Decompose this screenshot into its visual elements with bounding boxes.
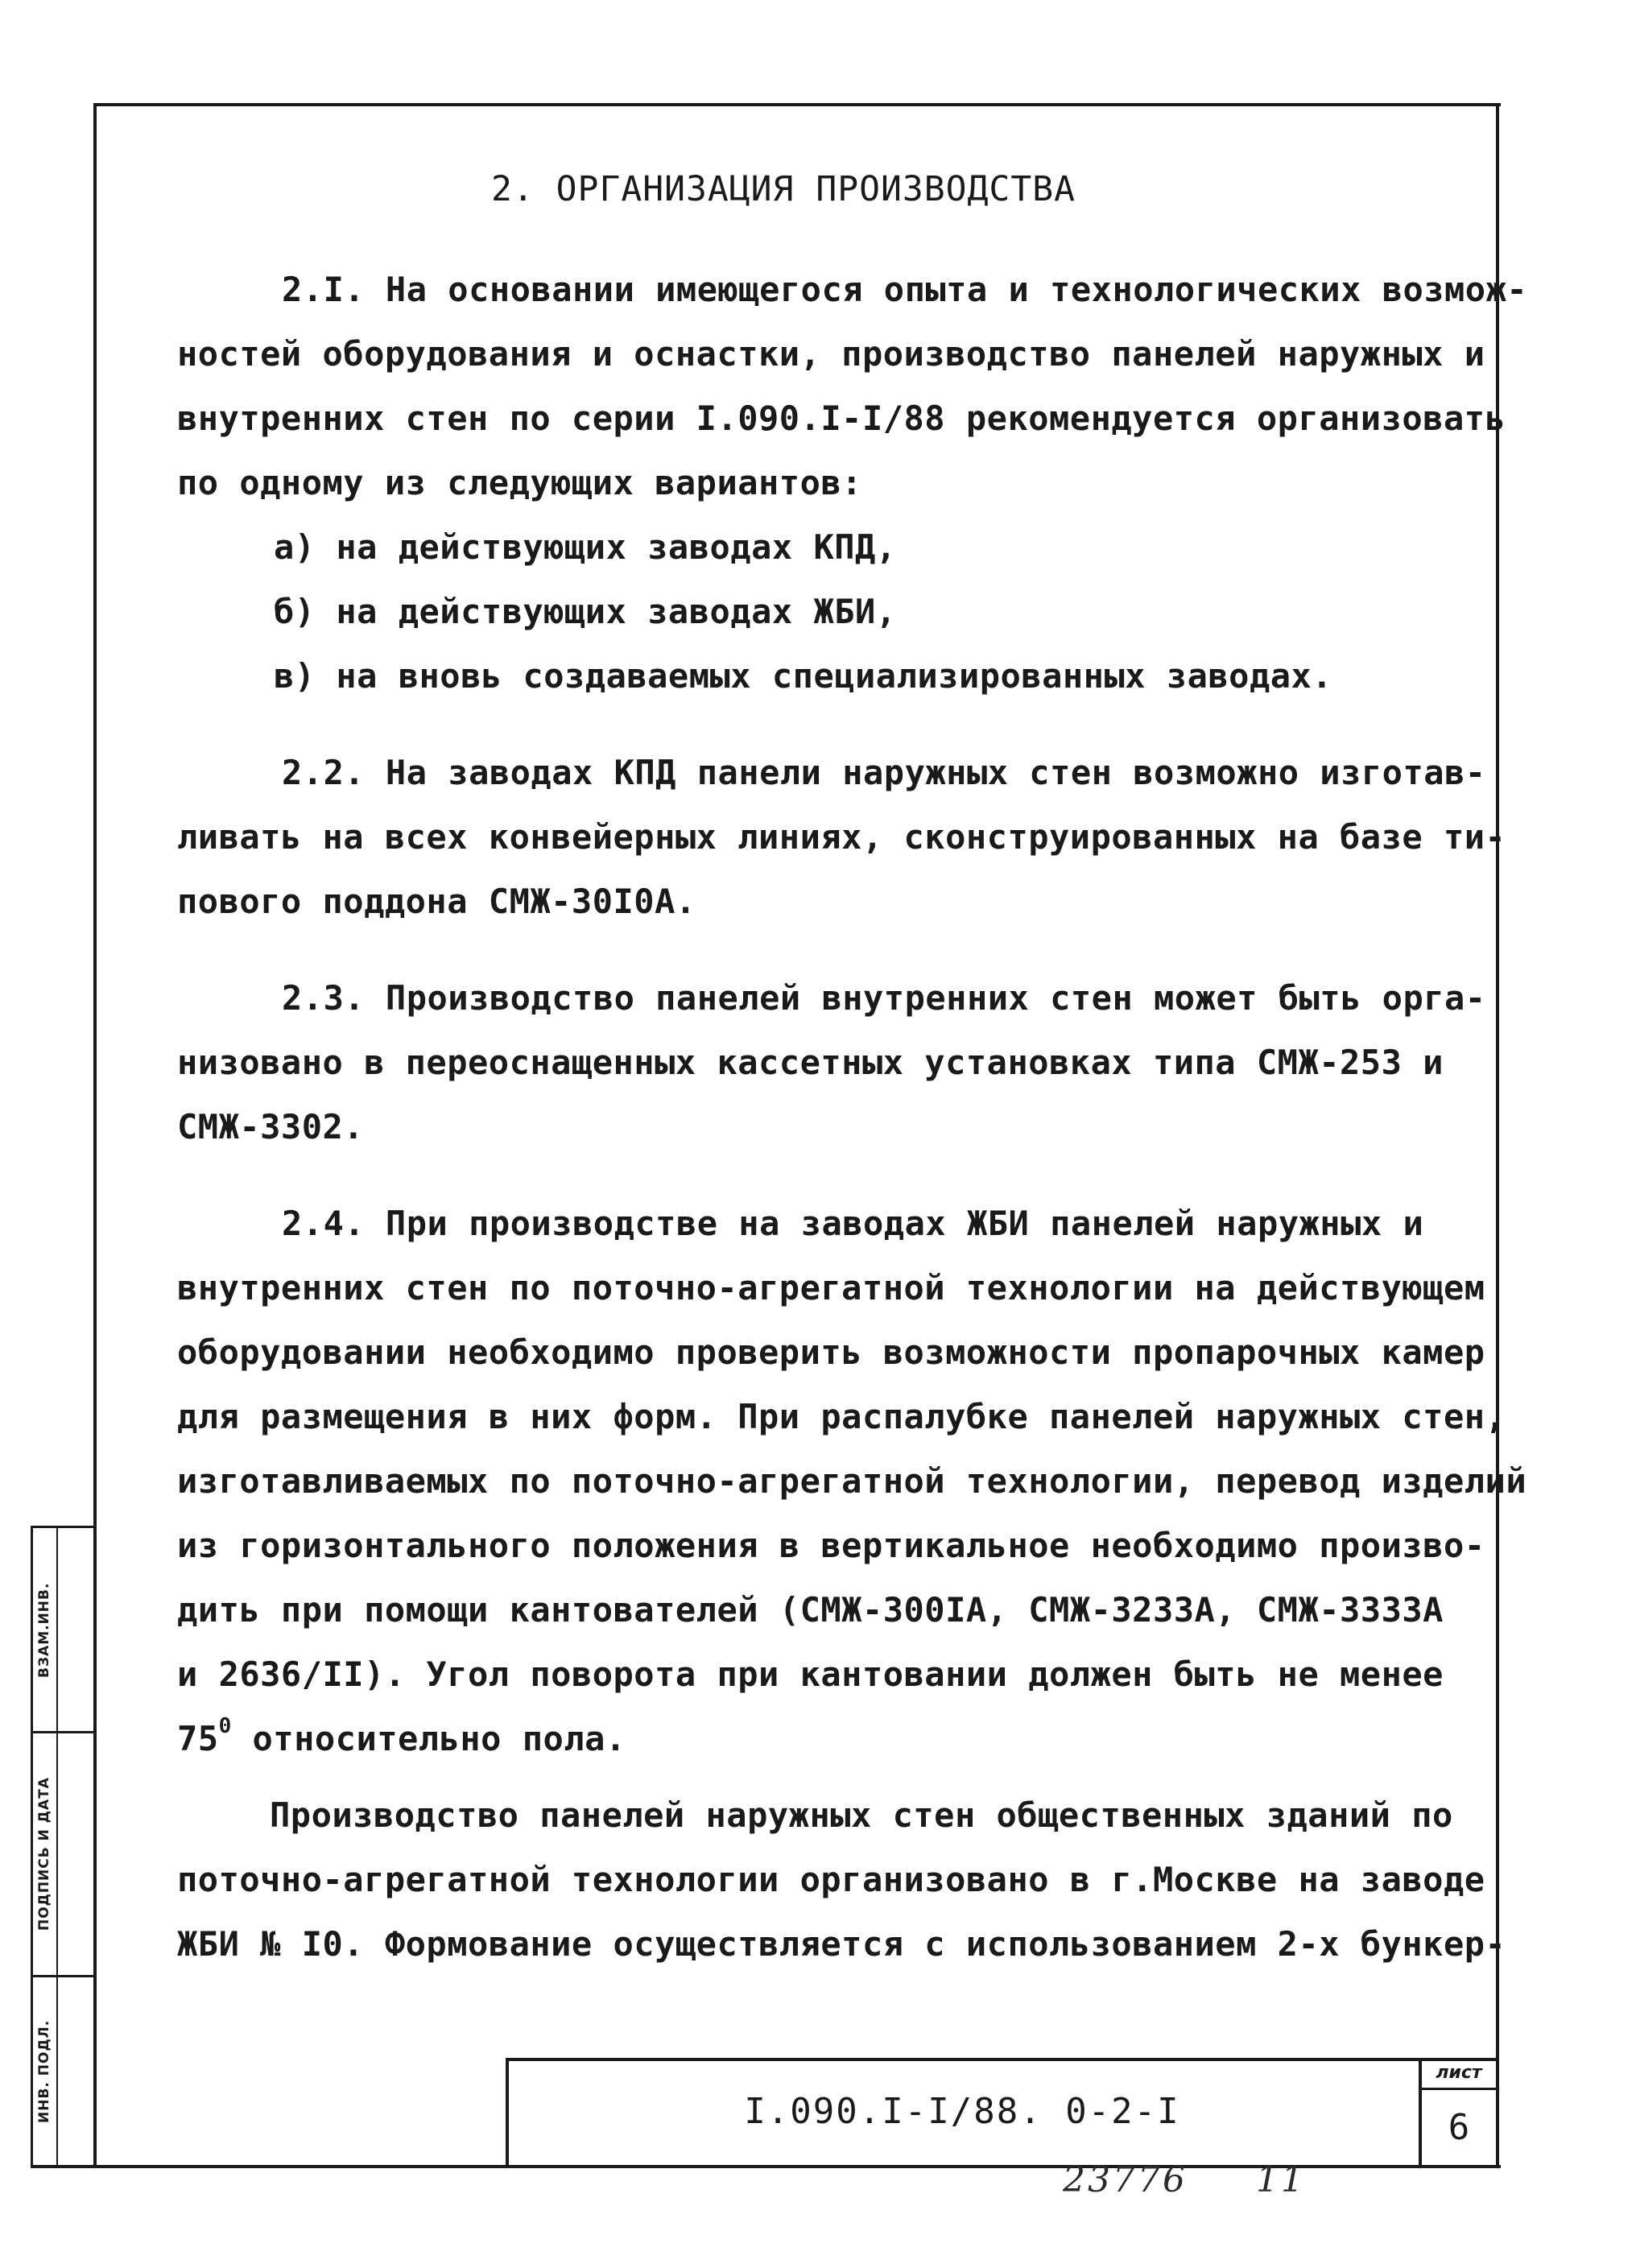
handwritten-extra: 11 — [1256, 2159, 1306, 2200]
text-line: 2.3. Производство панелей внутренних стен может быть орга- — [282, 978, 1486, 1018]
text-line: 2.I. На основании имеющегося опыта и технологических возмож- — [282, 270, 1528, 309]
side-stamp-label-replacement: ВЗАМ.ИНВ. — [36, 1582, 52, 1679]
text-line: по одному из следующих вариантов: — [177, 463, 862, 502]
text-line-with-degree — [177, 1714, 626, 1758]
side-stamp-label-original: ИНВ. ПОДЛ. — [36, 2019, 52, 2123]
handwritten-number: 23776 — [1063, 2159, 1188, 2200]
text-line: ЖБИ № I0. Формование осуществляется с использованием 2-х бункер- — [177, 1924, 1506, 1964]
text-line: 2.2. На заводах КПД панели наружных стен возможно изготав- — [282, 753, 1486, 792]
text-line: ностей оборудования и оснастки, производство панелей наружных и — [177, 334, 1485, 374]
side-stamp-line — [31, 1526, 95, 1528]
text-line: оборудовании необходимо проверить возможности пропарочных камер — [177, 1332, 1485, 1372]
text-line: низовано в переоснащенных кассетных установках типа СМЖ-253 и — [177, 1043, 1444, 1082]
text-line: СМЖ-3302. — [177, 1107, 365, 1146]
list-item: в) на вновь создаваемых специализированных заводах. — [274, 656, 1333, 696]
angle-value: 75 — [177, 1719, 219, 1758]
text-line: внутренних стен по поточно-агрегатной технологии на действующем — [177, 1268, 1485, 1308]
text-line: внутренних стен по серии I.090.I-I/88 рекомендуется организовать — [177, 399, 1506, 438]
text-line: из горизонтального положения в вертикальное необходимо произво- — [177, 1526, 1485, 1565]
section-heading: 2. ОРГАНИЗАЦИЯ ПРОИЗВОДСТВА — [491, 169, 1076, 209]
sheet-label: лист — [1436, 2063, 1482, 2083]
text-line: ливать на всех конвейерных линиях, сконструированных на базе ти- — [177, 817, 1506, 857]
text-line: дить при помощи кантователей (СМЖ-300IА, СМЖ-3233А, СМЖ-3333А — [177, 1590, 1444, 1630]
text-line: и 2636/II). Угол поворота при кантовании должен быть не менее — [177, 1655, 1444, 1694]
side-stamp-divider — [56, 1526, 58, 2165]
text-line: поточно-агрегатной технологии организовано в г.Москве на заводе — [177, 1860, 1485, 1899]
text-line: Производство панелей наружных стен общественных зданий по — [270, 1795, 1453, 1835]
side-stamp-line — [31, 1731, 95, 1733]
side-stamp-line — [31, 1975, 95, 1977]
angle-suffix: относительно пола. — [231, 1719, 626, 1758]
text-line: для размещения в них форм. При распалубке панелей наружных стен, — [177, 1397, 1506, 1436]
side-stamp-label-signature: ПОДПИСЬ И ДАТА — [36, 1777, 52, 1931]
text-line: 2.4. При производстве на заводах ЖБИ панелей наружных и — [282, 1204, 1424, 1243]
text-line: пового поддона СМЖ-30I0А. — [177, 882, 696, 921]
document-code: I.090.I-I/88. 0-2-I — [744, 2091, 1180, 2132]
text-line: изготавливаемых по поточно-агрегатной технологии, перевод изделий — [177, 1461, 1527, 1501]
list-item: а) на действующих заводах КПД, — [274, 527, 897, 567]
sheet-number: 6 — [1448, 2107, 1470, 2148]
sheet-label-divider — [1419, 2088, 1496, 2090]
degree-superscript: 0 — [218, 1714, 232, 1738]
frame-top-border — [95, 103, 1501, 106]
list-item: б) на действующих заводах ЖБИ, — [274, 592, 897, 631]
